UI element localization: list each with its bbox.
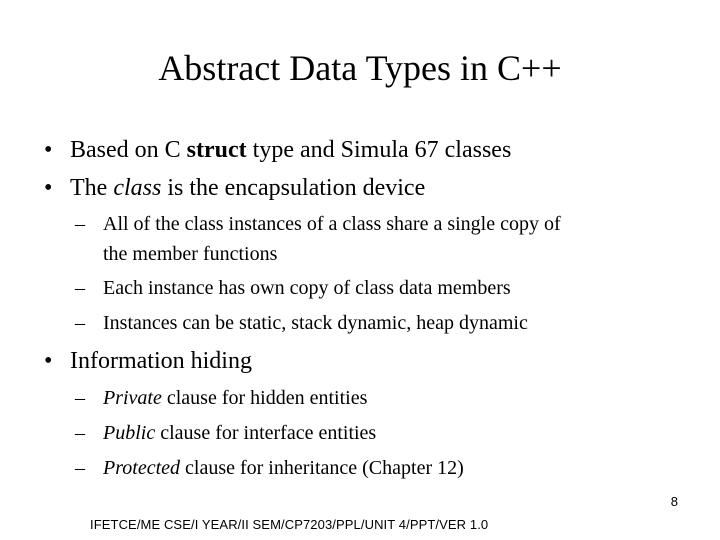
- sub-bullet-text: Instances can be static, stack dynamic, heap dynamic: [103, 312, 528, 334]
- italic-keyword: Public: [103, 422, 156, 444]
- sub-bullet-marker: –: [75, 213, 85, 235]
- sub-bullet-marker: –: [75, 457, 85, 479]
- italic-keyword: Private: [103, 387, 162, 409]
- sub-bullet-marker: –: [75, 312, 85, 334]
- sub-bullet-text: Protected clause for inheritance (Chapter 12): [103, 457, 464, 479]
- page-number: 8: [670, 494, 678, 509]
- sub-bullet-marker: –: [75, 387, 85, 409]
- sub-bullet-marker: –: [75, 422, 85, 444]
- italic-keyword: class: [113, 175, 162, 201]
- sub-bullet-text: All of the class instances of a class share a single copy of the member functions: [103, 213, 561, 265]
- sub-bullet-marker: –: [75, 277, 85, 299]
- sub-bullet-text: Private clause for hidden entities: [103, 387, 368, 409]
- bullet-marker: •: [44, 175, 53, 201]
- italic-keyword: Protected: [103, 457, 181, 479]
- slide-title: Abstract Data Types in C++: [158, 48, 562, 88]
- footer-course-info: IFETCE/ME CSE/I YEAR/II SEM/CP7203/PPL/UNIT 4/PPT/VER 1.0: [90, 517, 489, 532]
- bullet-marker: •: [44, 137, 53, 163]
- bullet-text: Based on C struct type and Simula 67 classes: [70, 137, 512, 163]
- bullet-marker: •: [44, 348, 53, 374]
- bold-keyword: struct: [186, 137, 247, 163]
- sub-bullet-text: Public clause for interface entities: [103, 422, 377, 444]
- sub-bullet-text: Each instance has own copy of class data members: [103, 277, 511, 299]
- bullet-text: Information hiding: [70, 348, 252, 374]
- bullet-text: The class is the encapsulation device: [70, 175, 426, 201]
